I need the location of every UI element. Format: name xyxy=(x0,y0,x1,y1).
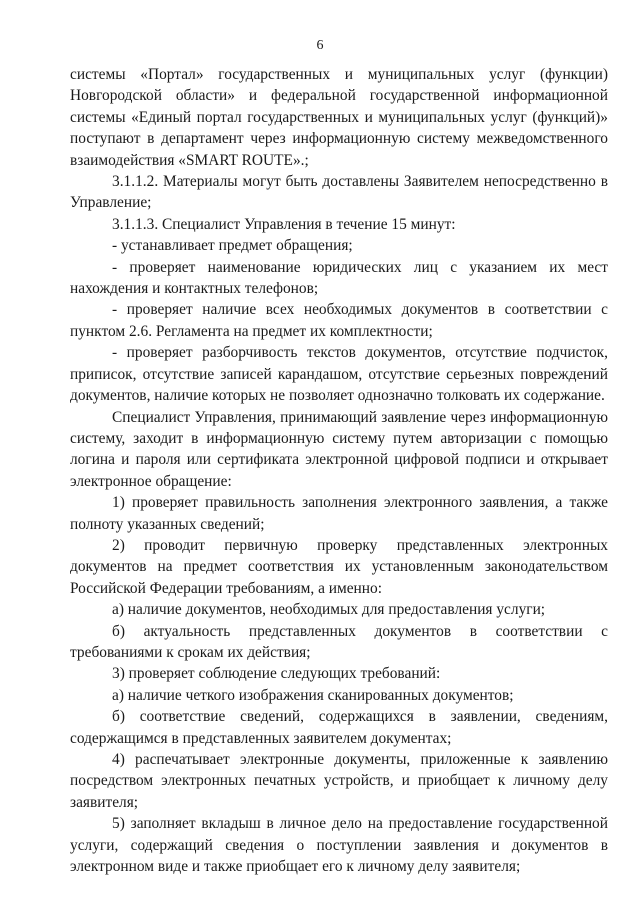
paragraph: 2) проводит первичную проверку представленных электронных документов на предмет соответствия их установленным законодательством Российской Федерации требованиям, а именно: xyxy=(70,536,608,597)
paragraph: а) наличие четкого изображения сканированных документов; xyxy=(112,686,514,704)
paragraph: б) актуальность представленных документов в соответствии с требованиями к срокам их действия; xyxy=(70,622,608,661)
paragraph: - проверяет наличие всех необходимых документов в соответствии с пунктом 2.6. Регламента на предмет их комплектности; xyxy=(70,301,608,340)
document-body xyxy=(70,64,608,877)
paragraph: 4) распечатывает электронные документы, приложенные к заявлению посредством электронных печатных устройств, и приобщает к личному делу заявителя; xyxy=(70,751,608,811)
paragraph: Специалист Управления, принимающий заявление через информационную систему, заходит в информационную систему путем авторизации с помощью логина и пароля или сертификата электронной цифровой подписи и открывает электронное обращение: xyxy=(70,408,608,490)
paragraph: 1) проверяет правильность заполнения электронного заявления, а также полноту указанных сведений; xyxy=(70,494,608,533)
paragraph: а) наличие документов, необходимых для предоставления услуги; xyxy=(112,601,546,619)
paragraph: - устанавливает предмет обращения; xyxy=(112,237,353,255)
paragraph: - проверяет разборчивость текстов документов, отсутствие подчисток, приписок, отсутствие записей карандашом, отсутствие серьезных повреждений документов, наличие которых не позволяет однозначно толковать их содержание. xyxy=(70,344,608,405)
paragraph: системы «Портал» государственных и муниципальных услуг (функции) Новгородской области» и федеральной государственной информационной системы «Единый портал государственных и муниципальных услуг (функций)» поступают в департамент через информационную систему межведомственного взаимодействия «SMART ROUTE».; xyxy=(70,66,608,169)
paragraph: 5) заполняет вкладыш в личное дело на предоставление государственной услуги, содержащий сведения о поступлении заявления и документов в электронном виде и также приобщает его к личному делу заявителя; xyxy=(70,815,608,876)
paragraph: 3.1.1.3. Специалист Управления в течение 15 минут: xyxy=(112,215,456,233)
page-number: 6 xyxy=(316,38,324,53)
paragraph: 3.1.1.2. Материалы могут быть доставлены Заявителем непосредственно в Управление; xyxy=(70,173,608,212)
paragraph: 3) проверяет соблюдение следующих требований: xyxy=(112,665,441,683)
paragraph: б) соответствие сведений, содержащихся в заявлении, сведениям, содержащимся в представленных заявителем документах; xyxy=(70,708,608,747)
paragraph: - проверяет наименование юридических лиц с указанием их мест нахождения и контактных телефонов; xyxy=(70,258,608,298)
